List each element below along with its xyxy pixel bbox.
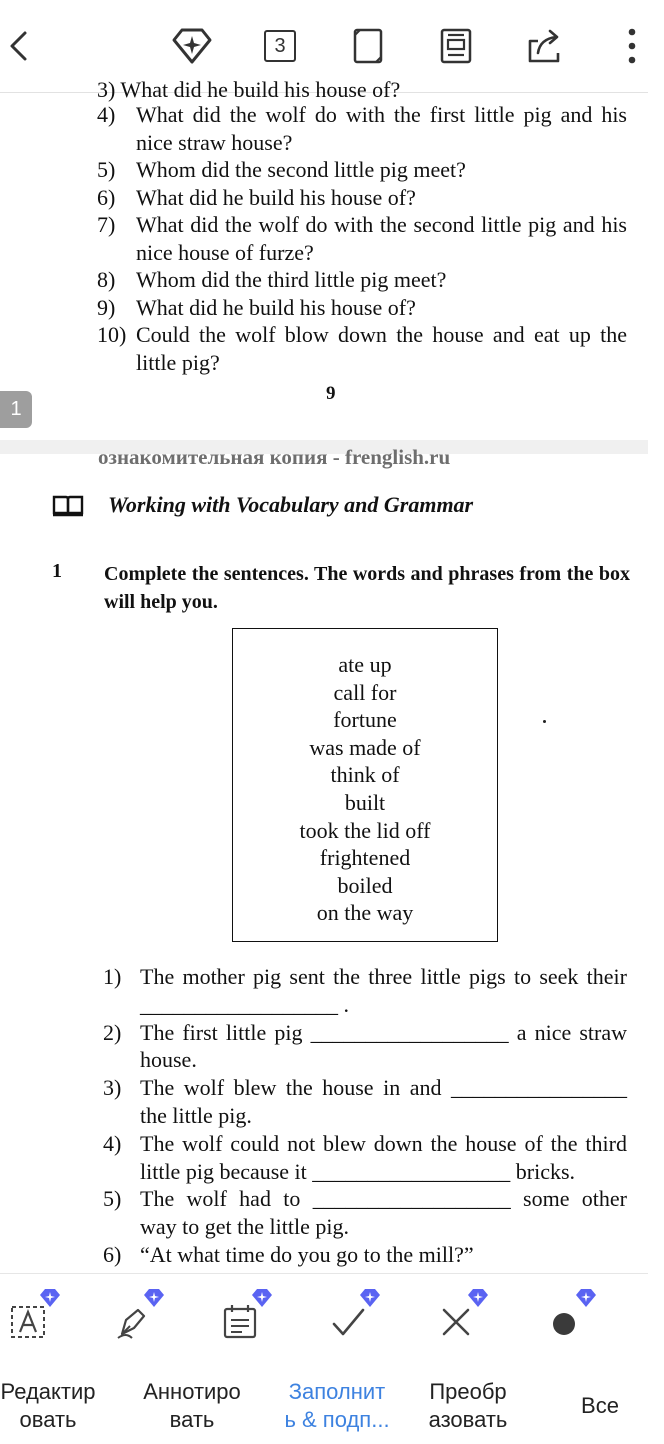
box-word: built bbox=[344, 789, 386, 815]
question-item bbox=[97, 156, 627, 184]
question-number: 8) bbox=[97, 267, 116, 292]
chevron-left-icon bbox=[5, 29, 31, 63]
more-menu-button[interactable] bbox=[610, 24, 654, 68]
box-word: was made of bbox=[309, 734, 421, 760]
bottom-toolbar bbox=[0, 1273, 648, 1444]
premium-gem-icon bbox=[38, 1288, 62, 1313]
sentence-text: “At what time do you go to the mill?” bbox=[140, 1241, 474, 1267]
page-number: 9 bbox=[326, 383, 336, 404]
question-text: What did he build his house of? bbox=[136, 294, 416, 320]
question-text: What did he build his house of? bbox=[136, 184, 416, 210]
question-item bbox=[97, 184, 627, 212]
back-button[interactable] bbox=[0, 24, 40, 68]
question-number: 9) bbox=[97, 294, 116, 320]
page-layout-icon bbox=[439, 27, 473, 65]
sentence-number: 3) bbox=[103, 1075, 122, 1101]
question-number: 10) bbox=[97, 322, 127, 347]
question-number: 4) bbox=[97, 102, 116, 127]
crop-frame-icon bbox=[352, 27, 384, 65]
sentence-number: 2) bbox=[103, 1019, 122, 1045]
page-count: 3 bbox=[274, 34, 286, 57]
share-icon bbox=[524, 27, 564, 65]
sentence-text: The wolf could not blew down the house of the third little pig because it __________________ bricks. bbox=[140, 1130, 627, 1184]
cross-tool[interactable] bbox=[428, 1294, 484, 1350]
share-button[interactable] bbox=[522, 24, 566, 68]
question-text: What did the wolf do with the first little pig and his nice straw house? bbox=[136, 102, 627, 155]
annotate-tool[interactable] bbox=[104, 1294, 160, 1350]
more-vertical-icon bbox=[627, 26, 637, 66]
box-word: ate up bbox=[338, 652, 392, 677]
sentence-item bbox=[103, 1130, 627, 1186]
word-box bbox=[232, 628, 498, 942]
question-list bbox=[97, 101, 627, 376]
exercise-instruction: Complete the sentences. The words and phrases from the box will help you. bbox=[104, 563, 630, 613]
sentence-text: The wolf had to __________________ some other way to get the little pig. bbox=[140, 1186, 627, 1240]
question-text: What did the wolf do with the second little pig and his nice house of furze? bbox=[136, 212, 627, 265]
sentence-text: The mother pig sent the three little pigs to seek their __________________ . bbox=[140, 964, 627, 1017]
tab-annotate[interactable]: Аннотиро вать bbox=[143, 1379, 241, 1432]
box-word: call for bbox=[333, 679, 397, 705]
tab-convert[interactable]: Преобр азовать bbox=[428, 1379, 508, 1432]
checkmark-tool[interactable] bbox=[320, 1294, 376, 1350]
question-item bbox=[97, 294, 627, 322]
box-word: fortune bbox=[333, 707, 397, 733]
tab-fill-sign[interactable]: Заполнит ь & подп... bbox=[284, 1379, 390, 1432]
sentence-number: 5) bbox=[103, 1186, 122, 1212]
box-word: boiled bbox=[337, 872, 393, 898]
cut-off-line: 3) What did he build his house of? bbox=[97, 77, 401, 102]
page-indicator-badge: 1 bbox=[0, 391, 32, 428]
question-item bbox=[97, 101, 627, 156]
sentence-item bbox=[103, 1074, 627, 1130]
tab-all[interactable]: Все bbox=[581, 1393, 619, 1418]
document-view[interactable] bbox=[0, 77, 648, 1273]
edit-text-tool[interactable] bbox=[0, 1294, 56, 1350]
premium-gem-icon bbox=[250, 1288, 274, 1313]
view-mode-button[interactable] bbox=[434, 24, 478, 68]
sentence-list bbox=[103, 963, 627, 1269]
scan-speck bbox=[543, 720, 546, 723]
premium-gem-icon bbox=[358, 1288, 382, 1313]
question-number: 6) bbox=[97, 184, 116, 210]
premium-gem-icon bbox=[142, 1288, 166, 1313]
section-title: Working with Vocabulary and Grammar bbox=[108, 492, 474, 517]
sentence-number: 1) bbox=[103, 964, 122, 989]
question-text: Whom did the third little pig meet? bbox=[136, 267, 447, 292]
question-item bbox=[97, 321, 627, 376]
box-word: think of bbox=[330, 762, 400, 788]
question-number: 5) bbox=[97, 157, 116, 182]
sentence-item bbox=[103, 1241, 627, 1269]
dot-tool[interactable] bbox=[536, 1294, 592, 1350]
question-item bbox=[97, 266, 627, 294]
watermark-text: ознакомительная копия - frenglish.ru bbox=[98, 445, 451, 469]
sentence-text: The wolf blew the house in and ________________ the little pig. bbox=[140, 1075, 627, 1128]
premium-button[interactable] bbox=[170, 24, 214, 68]
page-count-button[interactable] bbox=[258, 24, 302, 68]
box-word: frightened bbox=[319, 845, 411, 871]
book-icon bbox=[52, 495, 84, 522]
box-word: took the lid off bbox=[299, 817, 431, 843]
sentence-number: 6) bbox=[103, 1241, 122, 1267]
diamond-sparkle-icon bbox=[170, 26, 214, 66]
premium-gem-icon bbox=[574, 1288, 598, 1313]
premium-gem-icon bbox=[466, 1288, 490, 1313]
box-word: on the way bbox=[316, 900, 414, 926]
exercise-number: 1 bbox=[52, 560, 62, 582]
question-item bbox=[97, 211, 627, 266]
sentence-item bbox=[103, 963, 627, 1019]
fullscreen-button[interactable] bbox=[346, 24, 390, 68]
page-count-icon bbox=[264, 30, 296, 62]
tab-edit[interactable]: Редактир овать bbox=[0, 1379, 96, 1432]
question-number: 7) bbox=[97, 212, 116, 237]
form-fill-tool[interactable] bbox=[212, 1294, 268, 1350]
sentence-text: The first little pig __________________ a nice straw house. bbox=[140, 1019, 627, 1073]
sentence-number: 4) bbox=[103, 1130, 122, 1156]
sentence-item bbox=[103, 1019, 627, 1075]
question-text: Could the wolf blow down the house and eat up the little pig? bbox=[136, 322, 627, 375]
question-text: Whom did the second little pig meet? bbox=[136, 157, 466, 182]
sentence-item bbox=[103, 1185, 627, 1241]
